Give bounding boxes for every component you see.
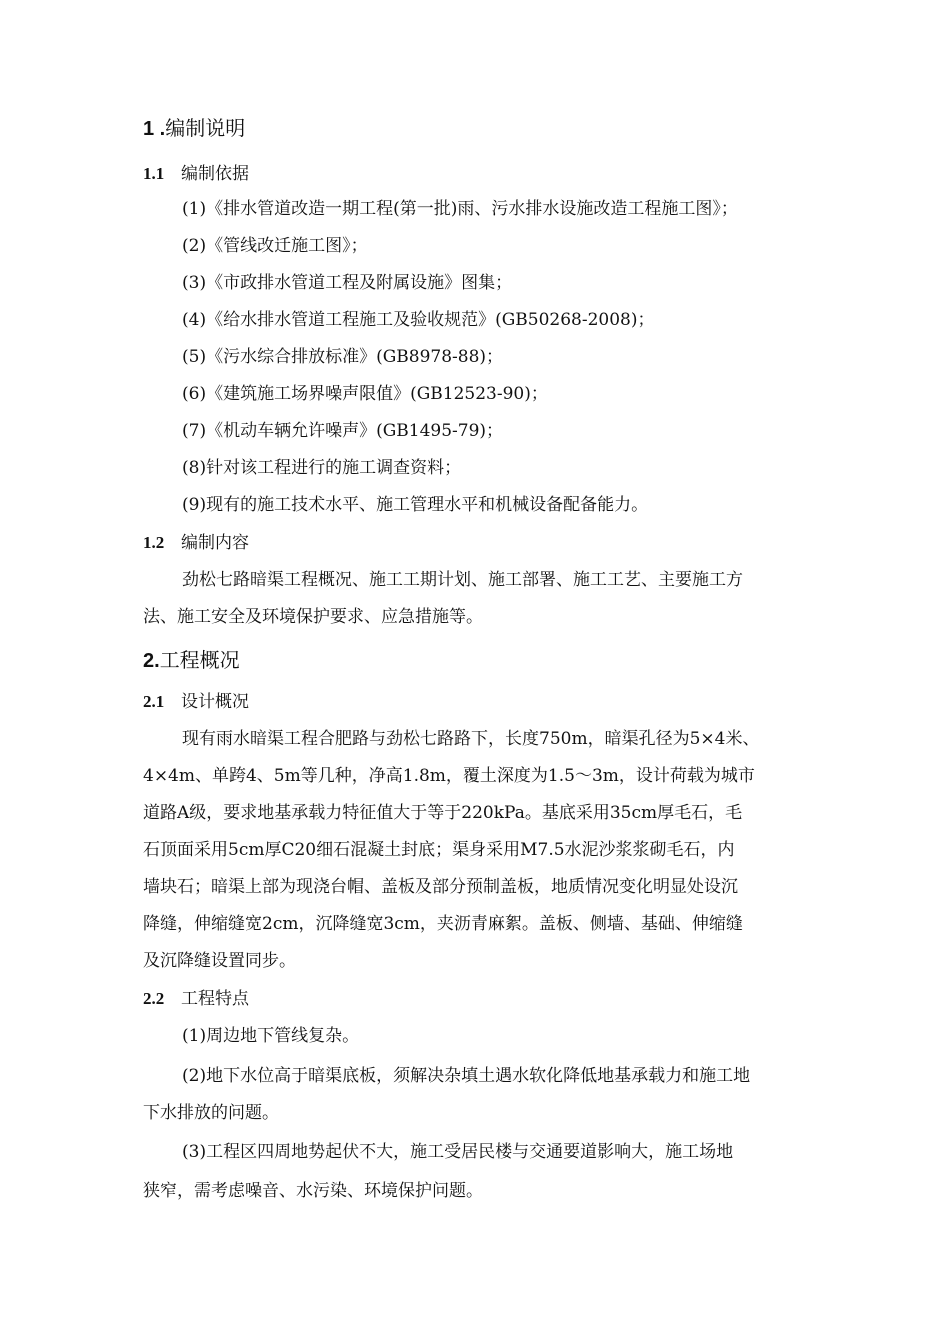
reference-item-9: (9)现有的施工技术水平、施工管理水平和机械设备配备能力。 bbox=[182, 495, 649, 515]
subsection-1-1-heading bbox=[143, 161, 249, 187]
content-paragraph-line: 法、施工安全及环境保护要求、应急措施等。 bbox=[143, 607, 483, 627]
subsection-2-2-title: 工程特点 bbox=[181, 989, 249, 1009]
subsection-2-2-heading bbox=[143, 986, 249, 1012]
feature-paragraph-line: (2)地下水位高于暗渠底板，须解决杂填土遇水软化降低地基承载力和施工地 bbox=[182, 1066, 751, 1086]
section-2-heading bbox=[143, 646, 240, 675]
subsection-1-2-heading bbox=[143, 530, 249, 556]
design-paragraph-line: 现有雨水暗渠工程合肥路与劲松七路路下，长度750m，暗渠孔径为5×4米、 bbox=[182, 729, 760, 749]
reference-item-5: (5)《污水综合排放标准》(GB8978-88)； bbox=[182, 347, 504, 367]
design-paragraph-line: 道路A级，要求地基承载力特征值大于等于220kPa。基底采用35cm厚毛石，毛 bbox=[143, 803, 743, 823]
reference-item-7: (7)《机动车辆允许噪声》(GB1495-79)； bbox=[182, 421, 504, 441]
section-1-number: 1 . bbox=[143, 118, 166, 140]
section-1-heading bbox=[143, 114, 245, 143]
design-paragraph-line: 降缝，伸缩缝宽2cm，沉降缝宽3cm，夹沥青麻絮。盖板、侧墙、基础、伸缩缝 bbox=[143, 914, 743, 934]
feature-paragraph-line: 狭窄，需考虑噪音、水污染、环境保护问题。 bbox=[143, 1181, 483, 1201]
subsection-1-2-title: 编制内容 bbox=[181, 533, 249, 553]
subsection-1-1-number: 1.1 bbox=[143, 164, 165, 183]
reference-item-4: (4)《给水排水管道工程施工及验收规范》(GB50268-2008)； bbox=[182, 310, 655, 330]
section-1-title: 编制说明 bbox=[165, 116, 246, 140]
reference-item-6: (6)《建筑施工场界噪声限值》(GB12523-90)； bbox=[182, 384, 548, 404]
subsection-2-1-title: 设计概况 bbox=[181, 692, 249, 712]
reference-item-8: (8)针对该工程进行的施工调查资料； bbox=[182, 458, 462, 478]
design-paragraph-line: 及沉降缝设置同步。 bbox=[143, 951, 296, 971]
design-paragraph-line: 石顶面采用5cm厚C20细石混凝土封底；渠身采用M7.5水泥沙浆浆砌毛石，内 bbox=[143, 840, 735, 860]
subsection-2-1-number: 2.1 bbox=[143, 692, 165, 711]
section-2-title: 工程概况 bbox=[159, 648, 240, 672]
reference-item-2: (2)《管线改迁施工图》； bbox=[182, 236, 368, 256]
feature-paragraph-line: (1)周边地下管线复杂。 bbox=[182, 1026, 360, 1046]
feature-paragraph-line: (3)工程区四周地势起伏不大，施工受居民楼与交通要道影响大，施工场地 bbox=[182, 1142, 734, 1162]
subsection-2-1-heading bbox=[143, 689, 249, 715]
feature-paragraph-line: 下水排放的问题。 bbox=[143, 1103, 279, 1123]
subsection-1-2-number: 1.2 bbox=[143, 533, 165, 552]
reference-item-1: (1)《排水管道改造一期工程(第一批)雨、污水排水设施改造工程施工图》； bbox=[182, 199, 738, 219]
section-2-number: 2. bbox=[143, 650, 160, 672]
reference-item-3: (3)《市政排水管道工程及附属设施》图集； bbox=[182, 273, 513, 293]
content-paragraph-line: 劲松七路暗渠工程概况、施工工期计划、施工部署、施工工艺、主要施工方 bbox=[182, 570, 743, 590]
subsection-1-1-title: 编制依据 bbox=[181, 164, 249, 184]
design-paragraph-line: 4×4m、单跨4、5m等几种，净高1.8m，覆土深度为1.5～3m，设计荷载为城市 bbox=[143, 766, 755, 786]
design-paragraph-line: 墙块石；暗渠上部为现浇台帽、盖板及部分预制盖板，地质情况变化明显处设沉 bbox=[143, 877, 738, 897]
subsection-2-2-number: 2.2 bbox=[143, 989, 165, 1008]
